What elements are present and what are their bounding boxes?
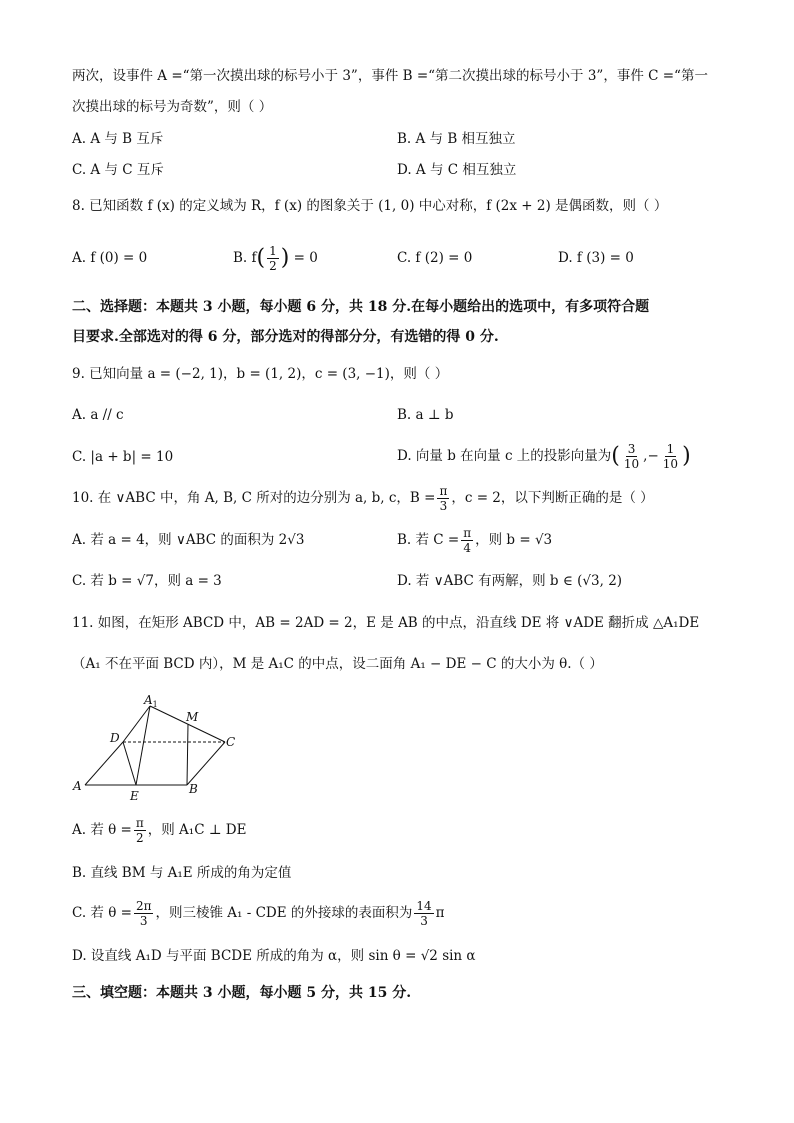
edge-de bbox=[123, 742, 136, 785]
q11-option-d: D. 设直线 A₁D 与平面 BCDE 所成的角为 α，则 sin θ = √2 sin α bbox=[72, 948, 476, 964]
q10-stem bbox=[72, 480, 654, 516]
q11-option-c-mid: ，则三棱锥 A₁ - CDE 的外接球的表面积为 bbox=[155, 905, 413, 921]
label-m: M bbox=[186, 710, 199, 724]
q9-option-d: D. 向量 b 在向量 c 上的投影向量为( $\frac{3}{10}$ ,− $\frac{1}{10}$ ) bbox=[397, 442, 691, 471]
edge-a1e bbox=[136, 706, 150, 785]
q7-option-d: D. A 与 C 相互独立 bbox=[397, 162, 517, 178]
q10-option-b-prefix: B. 若 C = bbox=[397, 532, 460, 548]
section2-heading-line2: 目要求.全部选对的得 6 分，部分选对的得部分分，有选错的得 0 分. bbox=[72, 329, 499, 345]
label-b: B bbox=[189, 782, 198, 796]
q8-option-c: C. f (2) = 0 bbox=[397, 250, 473, 266]
label-e: E bbox=[130, 789, 139, 803]
section3-heading: 三、填空题：本题共 3 小题，每小题 5 分，共 15 分. bbox=[72, 985, 412, 1001]
q9-stem: 9. 已知向量 a = (−2, 1)，b = (1, 2)，c = (3, −1)，则（ ） bbox=[72, 366, 449, 382]
q10-option-a: A. 若 a = 4，则 ∨ABC 的面积为 2√3 bbox=[72, 532, 305, 548]
q10-option-b bbox=[397, 522, 552, 558]
q11-option-a-prefix: A. 若 θ = bbox=[72, 822, 132, 838]
q7-option-a: A. A 与 B 互斥 bbox=[72, 131, 164, 147]
section2-heading-line1: 二、选择题：本题共 3 小题，每小题 6 分，共 18 分.在每小题给出的选项中，有多项符合题 bbox=[72, 299, 650, 315]
q11-option-a-suffix: ，则 A₁C ⊥ DE bbox=[147, 822, 247, 838]
q10-option-d: D. 若 ∨ABC 有两解，则 b ∈ (√3, 2) bbox=[397, 573, 623, 589]
q7-option-b: B. A 与 B 相互独立 bbox=[397, 131, 516, 147]
q9-option-a: A. a // c bbox=[72, 407, 124, 423]
q8-option-a: A. f (0) = 0 bbox=[72, 250, 148, 266]
q10-option-b-fraction: $\frac{\pi}{4}$ bbox=[463, 526, 472, 555]
q8-option-d: D. f (3) = 0 bbox=[558, 250, 634, 266]
q10-option-b-suffix: ，则 b = √3 bbox=[475, 532, 553, 548]
q10-option-c: C. 若 b = √7，则 a = 3 bbox=[72, 573, 222, 589]
q11-figure bbox=[70, 690, 250, 805]
q11-option-b: B. 直线 BM 与 A₁E 所成的角为定值 bbox=[72, 865, 292, 881]
q9-option-c: C. |a + b| = 10 bbox=[72, 449, 174, 465]
q8-option-b-fraction: $\frac{1}{2}$ bbox=[269, 244, 277, 273]
q11-option-c-fraction-theta: $\frac{2\pi}{3}$ bbox=[135, 899, 152, 928]
edge-ad bbox=[85, 742, 123, 785]
q11-stem-line2: （A₁ 不在平面 BCD 内），M 是 A₁C 的中点，设二面角 A₁ − DE − C 的大小为 θ.（ ） bbox=[72, 656, 603, 672]
q9-option-d-text: D. 向量 b 在向量 c 上的投影向量为 bbox=[397, 448, 612, 464]
q9-option-d-fraction-2: $\frac{1}{10}$ bbox=[662, 442, 679, 471]
edge-mb bbox=[187, 724, 188, 785]
label-a1: $A_1$ bbox=[144, 693, 158, 709]
label-a: A bbox=[73, 779, 82, 793]
q7-stem-line1: 两次，设事件 A =“第一次摸出球的标号小于 3”，事件 B =“第二次摸出球的标号小于 3”，事件 C =“第一 bbox=[72, 68, 708, 84]
q8-option-b: B. f( $\frac{1}{2}$ ) = 0 bbox=[233, 244, 318, 273]
q7-option-c: C. A 与 C 互斥 bbox=[72, 162, 164, 178]
q10-stem-fraction: $\frac{\pi}{3}$ bbox=[439, 484, 448, 513]
q11-option-c bbox=[72, 895, 445, 931]
q11-option-c-prefix: C. 若 θ = bbox=[72, 905, 132, 921]
q7-stem-line2: 次摸出球的标号为奇数”，则（ ） bbox=[72, 99, 273, 115]
edge-bc bbox=[187, 742, 225, 785]
q9-option-b: B. a ⊥ b bbox=[397, 407, 454, 423]
label-d: D bbox=[110, 731, 120, 745]
q11-stem-line1: 11. 如图，在矩形 ABCD 中，AB = 2AD = 2，E 是 AB 的中点，沿直线 DE 将 ∨ADE 翻折成 △A₁DE bbox=[72, 615, 700, 631]
q9-option-d-fraction-1: $\frac{3}{10}$ bbox=[623, 442, 640, 471]
label-c: C bbox=[226, 735, 236, 749]
edge-a1d bbox=[123, 706, 150, 742]
q11-option-a-fraction: $\frac{\pi}{2}$ bbox=[135, 816, 144, 845]
q10-stem-suffix: ，c = 2，以下判断正确的是（ ） bbox=[451, 490, 654, 506]
q8-option-b-suffix: = 0 bbox=[293, 250, 318, 266]
q11-option-c-fraction-area: $\frac{14}{3}$ bbox=[416, 899, 432, 928]
q10-stem-prefix: 10. 在 ∨ABC 中，角 A, B, C 所对的边分别为 a, b, c，B = bbox=[72, 490, 436, 506]
q8-option-b-prefix: B. f bbox=[233, 250, 257, 266]
q11-option-c-suffix: π bbox=[435, 905, 445, 921]
q8-stem: 8. 已知函数 f (x) 的定义域为 R，f (x) 的图象关于 (1, 0) 中心对称，f (2x + 2) 是偶函数，则（ ） bbox=[72, 198, 668, 214]
q11-option-a bbox=[72, 812, 247, 848]
